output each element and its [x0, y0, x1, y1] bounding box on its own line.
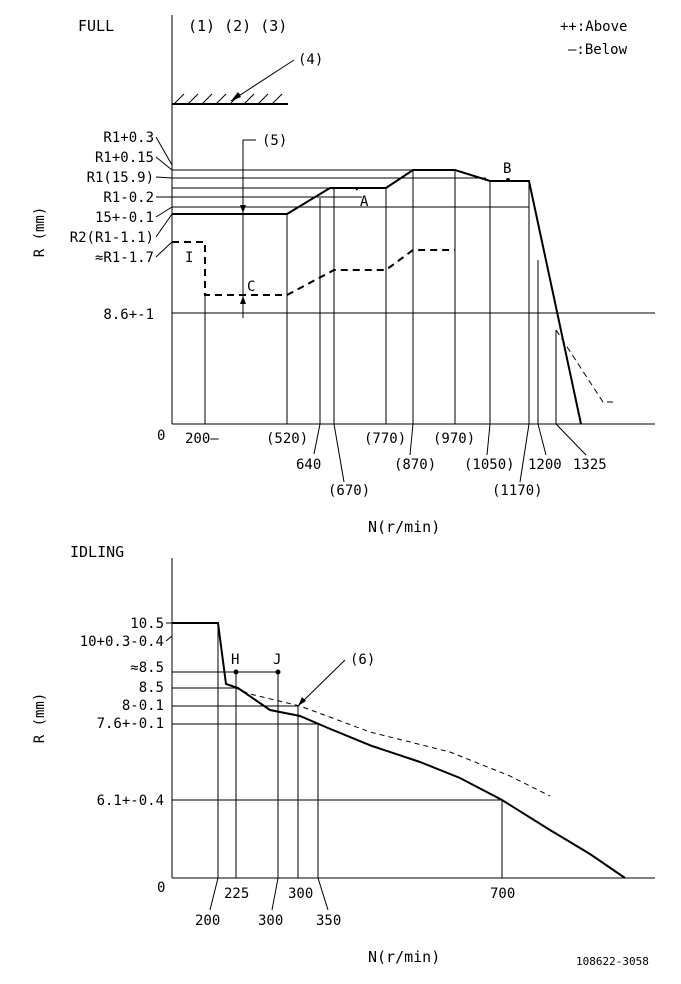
idling-x-label-350: 350	[316, 913, 342, 929]
full-x-label-520: (520)	[266, 431, 309, 447]
idling-y-axis-label: R (mm)	[32, 692, 48, 744]
idling-y-label-10: 10+0.3-0.4	[79, 634, 164, 650]
full-vertical-lines	[205, 170, 556, 424]
full-x-label-1050: (1050)	[464, 457, 515, 473]
idling-x-label-200: 200	[195, 913, 221, 929]
full-x-label-870: (870)	[394, 457, 437, 473]
idling-x-label-225: 225	[224, 886, 250, 902]
idling-y-label-8-5: 8.5	[138, 680, 164, 696]
idling-y-label-10-5: 10.5	[130, 616, 164, 632]
full-x-label-1200: 1200	[528, 457, 562, 473]
full-y-label-r2: R2(R1-1.1)	[69, 230, 154, 246]
point-J-label: J	[273, 652, 282, 668]
idling-chart	[32, 543, 655, 966]
point-A-label: A	[360, 194, 369, 210]
callout-5: (5)	[262, 133, 288, 149]
legend-above: ++:Above	[560, 19, 628, 35]
full-x-label-200: 200—	[185, 431, 219, 447]
drawing-number: 108622-3058	[576, 955, 649, 968]
idling-y-label-6-1: 6.1+-0.4	[96, 793, 164, 809]
point-B-label: B	[503, 161, 512, 177]
point-H-marker	[234, 670, 239, 675]
idling-x-label-300-a: 300	[258, 913, 284, 929]
full-x-label-640: 640	[296, 457, 322, 473]
full-x-label-1325: 1325	[573, 457, 607, 473]
full-y-label-8-6: 8.6+-1	[103, 307, 154, 323]
idling-x-label-700: 700	[490, 886, 516, 902]
idling-curve-dashed	[226, 684, 550, 796]
point-B-marker	[506, 178, 510, 182]
full-curve-solid	[172, 170, 581, 424]
idling-x-axis-label: N(r/min)	[368, 948, 441, 966]
full-x-label-770: (770)	[364, 431, 407, 447]
full-x-label-1170: (1170)	[492, 483, 543, 499]
point-C-label: C	[247, 279, 256, 295]
point-H-label: H	[231, 652, 240, 668]
full-curve-dashed-tail	[556, 330, 617, 402]
full-label-leaders	[156, 137, 172, 257]
full-load-stopper	[172, 60, 294, 104]
callout-6-arrowhead	[298, 697, 306, 706]
full-chart-title: FULL	[78, 17, 115, 35]
idling-y-label-8: 8-0.1	[121, 698, 164, 714]
full-y-label-r1-plus-0-3: R1+0.3	[103, 130, 154, 146]
idling-chart-title: IDLING	[70, 543, 125, 561]
full-x-label-970: (970)	[433, 431, 476, 447]
idling-label-leaders	[166, 623, 172, 641]
callout-6: (6)	[350, 652, 376, 668]
full-y-label-r1: R1(15.9)	[86, 170, 154, 186]
idling-y-label-approx-8-5: ≈8.5	[130, 660, 164, 676]
point-I-label: I	[185, 250, 194, 266]
callout-6-leader	[298, 660, 345, 706]
callout-4: (4)	[298, 52, 324, 68]
idling-x-label-300-b: 300	[288, 886, 314, 902]
idling-curve-solid	[172, 623, 625, 878]
full-x-axis-label: N(r/min)	[368, 518, 441, 536]
full-y-label-r1-minus-0-2: R1-0.2	[103, 190, 154, 206]
point-J-marker	[276, 670, 281, 675]
idling-reference-lines	[172, 672, 502, 800]
idling-y-label-7-6: 7.6+-0.1	[96, 716, 164, 732]
full-y-label-r1-minus-1-7: ≈R1-1.7	[94, 250, 154, 266]
full-chart	[32, 15, 655, 536]
full-y-label-15: 15+-0.1	[94, 210, 154, 226]
full-y-label-r1-plus-0-15: R1+0.15	[94, 150, 154, 166]
full-y-axis-label: R (mm)	[32, 206, 48, 258]
full-zero-label: 0	[157, 428, 166, 444]
idling-zero-label: 0	[157, 880, 166, 896]
full-chart-markers: (1) (2) (3)	[188, 17, 288, 35]
legend-below: —:Below	[568, 42, 628, 58]
full-x-label-670: (670)	[328, 483, 371, 499]
